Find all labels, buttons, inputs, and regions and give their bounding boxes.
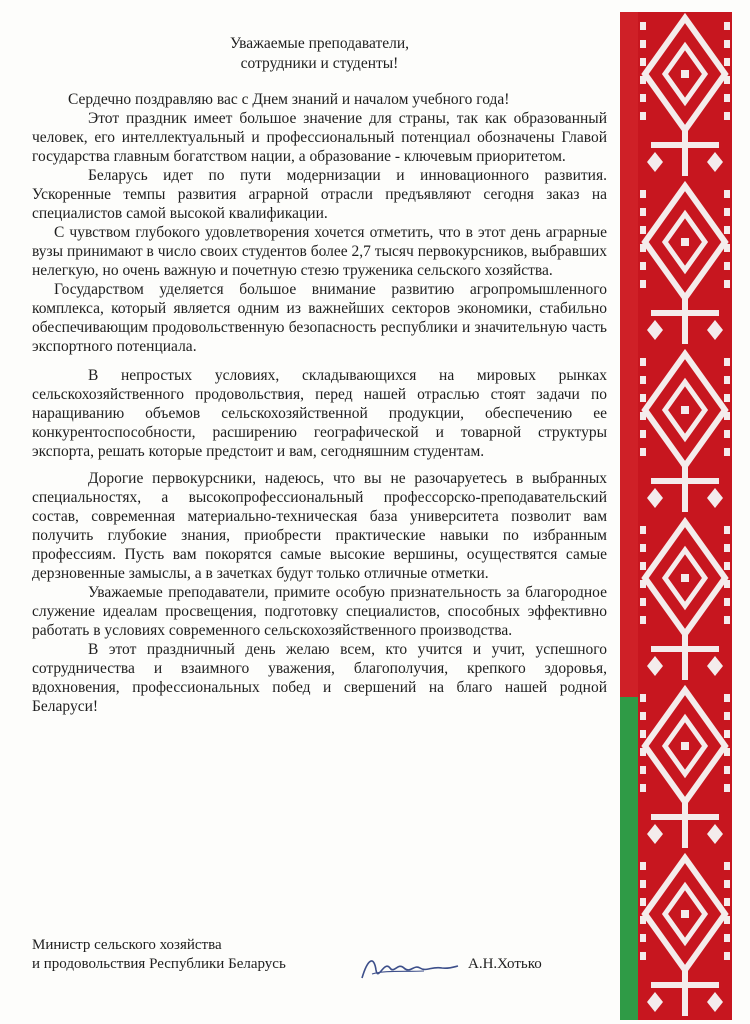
paragraph-6: В непростых условиях, складывающихся на мировых рынках сельскохозяйственного продовольствия, перед нашей отраслью стоят задачи по наращиванию объемов сельскохозяйственной продукции, обеспечению ее конкурентоспособности, расширению географической и товарной структуры экспорта, решать которые предстоит и вам, сегодняшним студентам. (32, 367, 607, 460)
ornament-edge-tick-left (640, 190, 646, 198)
belarusian-ornament-border (620, 12, 732, 1020)
ornament-edge-tick-left (640, 916, 646, 924)
signatory-title (32, 936, 286, 974)
ornament-side-diamond-left (647, 320, 663, 340)
ornament-edge-tick-left (640, 448, 646, 456)
ornament-edge-tick-left (640, 208, 646, 216)
ornament-pattern-graphic (638, 12, 732, 1020)
paragraph-8: Уважаемые преподаватели, примите особую признательность за благородное служение идеалам просвещения, подготовку специалистов, способных эффективно работать в условиях современного сельскохозяйственного производства. (32, 584, 607, 639)
ornament-edge-tick-left (640, 580, 646, 588)
ornament-side-diamond-right (707, 152, 723, 172)
ornament-edge-tick-left (640, 94, 646, 102)
ornament-edge-tick-right (724, 598, 730, 606)
ornament-edge-tick-right (724, 430, 730, 438)
ornament-edge-tick-right (724, 226, 730, 234)
ornament-center-dot (681, 574, 689, 582)
ornament-edge-tick-left (640, 412, 646, 420)
ornament-edge-tick-right (724, 616, 730, 624)
ornament-side-diamond-left (647, 824, 663, 844)
ornament-edge-tick-right (724, 244, 730, 252)
greeting-line-1: Уважаемые преподаватели, (229, 35, 410, 52)
ornament-edge-tick-left (640, 226, 646, 234)
ornament-edge-tick-right (724, 448, 730, 456)
ornament-edge-tick-left (640, 694, 646, 702)
ornament-edge-tick-right (724, 412, 730, 420)
ornament-center-dot (681, 238, 689, 246)
ornament-cross-stem (682, 130, 688, 176)
paragraph-9: В этот праздничный день желаю всем, кто учится и учит, успешного сотрудничества и взаимного уважения, благополучия, крепкого здоровья, вдохновения, профессиональных побед и свершений на благо нашей родной Беларуси! (32, 641, 607, 715)
ornament-edge-tick-right (724, 394, 730, 402)
ornament-edge-tick-left (640, 862, 646, 870)
ornament-edge-tick-right (724, 694, 730, 702)
ornament-edge-tick-left (640, 766, 646, 774)
ornament-edge-tick-right (724, 562, 730, 570)
ornament-edge-tick-right (724, 22, 730, 30)
ornament-pattern-band (638, 12, 732, 1020)
ornament-edge-tick-left (640, 952, 646, 960)
ornament-edge-tick-right (724, 898, 730, 906)
ornament-edge-tick-left (640, 280, 646, 288)
greeting-line-2: сотрудники и студенты! (240, 55, 399, 72)
paragraph-5: Государством уделяется большое внимание развитию агропромышленного комплекса, который является одним из важнейших секторов экономики, стабильно обеспечивающим продовольственную безопасность республики и значительную часть экспортного потенциала. (32, 281, 607, 355)
paragraph-2: Этот праздник имеет большое значение для страны, так как образованный человек, его интеллектуальный и профессиональный потенциал обозначены Главой государства главным богатством нации, а образование - ключевым приоритетом. (32, 110, 607, 165)
paragraph-1: Сердечно поздравляю вас с Днем знаний и началом учебного года! (68, 91, 510, 108)
greeting (32, 34, 607, 74)
ornament-edge-tick-right (724, 40, 730, 48)
ornament-edge-tick-left (640, 58, 646, 66)
ornament-edge-tick-right (724, 880, 730, 888)
ornament-side-diamond-right (707, 320, 723, 340)
ornament-edge-tick-left (640, 526, 646, 534)
ornament-edge-tick-right (724, 94, 730, 102)
ornament-edge-tick-left (640, 76, 646, 84)
paragraph-7: Дорогие первокурсники, надеюсь, что вы не разочаруетесь в выбранных специальностях, а высокопрофессиональный профессорско-преподавательский состав, современная материально-техническая база университета позволит вам получить глубокие знания, приобрести практические навыки по избранным профессиям. Пусть вам покорятся самые высокие вершины, осуществятся самые дерзновенные замыслы, а в зачетках будут только отличные отметки. (32, 470, 607, 582)
ornament-edge-tick-right (724, 862, 730, 870)
paragraph-3: Беларусь идет по пути модернизации и инновационного развития. Ускоренные темпы развития аграрной отрасли предъявляют сегодня заказ на специалистов самой высокой квалификации. (32, 167, 607, 222)
ornament-edge-tick-right (724, 748, 730, 756)
ornament-edge-tick-left (640, 262, 646, 270)
ornament-side-diamond-right (707, 992, 723, 1012)
ornament-edge-tick-left (640, 562, 646, 570)
ornament-edge-tick-right (724, 376, 730, 384)
ornament-cross-stem (682, 970, 688, 1016)
ornament-edge-tick-left (640, 712, 646, 720)
ornament-cross-stem (682, 634, 688, 680)
ornament-edge-tick-left (640, 112, 646, 120)
ornament-edge-tick-left (640, 784, 646, 792)
ornament-edge-tick-right (724, 934, 730, 942)
ornament-center-dot (681, 742, 689, 750)
ornament-edge-tick-left (640, 244, 646, 252)
ornament-cross-stem (682, 466, 688, 512)
ornament-edge-tick-left (640, 544, 646, 552)
ornament-edge-tick-right (724, 208, 730, 216)
ornament-edge-tick-right (724, 280, 730, 288)
ornament-edge-tick-right (724, 526, 730, 534)
paragraph-4: С чувством глубокого удовлетворения хочется отметить, что в этот день аграрные вузы принимают в число своих студентов более 2,7 тысяч первокурсников, выбравших нелегкую, но очень важную и почетную стезю труженика сельского хозяйства. (32, 224, 607, 279)
ornament-edge-tick-right (724, 784, 730, 792)
ornament-edge-tick-left (640, 598, 646, 606)
ornament-cross-stem (682, 802, 688, 848)
ornament-edge-tick-left (640, 358, 646, 366)
letter-body (32, 34, 607, 716)
ornament-edge-tick-right (724, 730, 730, 738)
ornament-edge-tick-left (640, 22, 646, 30)
signatory-title-line-2: и продовольствия Республики Беларусь (32, 956, 286, 972)
ornament-cross-stem (682, 298, 688, 344)
flag-green-stripe (620, 697, 638, 1020)
ornament-edge-tick-right (724, 544, 730, 552)
ornament-side-diamond-right (707, 656, 723, 676)
ornament-edge-tick-left (640, 616, 646, 624)
ornament-center-dot (681, 70, 689, 78)
ornament-side-diamond-left (647, 488, 663, 508)
ornament-side-diamond-right (707, 824, 723, 844)
ornament-center-dot (681, 910, 689, 918)
ornament-edge-tick-right (724, 112, 730, 120)
ornament-edge-tick-left (640, 880, 646, 888)
ornament-edge-tick-left (640, 898, 646, 906)
ornament-edge-tick-right (724, 358, 730, 366)
signatory-title-line-1: Министр сельского хозяйства (32, 937, 222, 953)
ornament-edge-tick-right (724, 916, 730, 924)
ornament-edge-tick-left (640, 394, 646, 402)
ornament-edge-tick-right (724, 766, 730, 774)
ornament-edge-tick-right (724, 58, 730, 66)
ornament-edge-tick-right (724, 76, 730, 84)
ornament-edge-tick-left (640, 730, 646, 738)
handwritten-signature (354, 948, 464, 988)
ornament-edge-tick-left (640, 376, 646, 384)
ornament-edge-tick-right (724, 952, 730, 960)
ornament-edge-tick-left (640, 40, 646, 48)
ornament-edge-tick-right (724, 262, 730, 270)
ornament-side-diamond-left (647, 152, 663, 172)
flag-red-stripe (620, 12, 638, 697)
ornament-edge-tick-left (640, 430, 646, 438)
ornament-edge-tick-left (640, 934, 646, 942)
signatory-name: А.Н.Хотько (468, 956, 542, 972)
signature-block (32, 936, 607, 986)
ornament-edge-tick-right (724, 580, 730, 588)
ornament-side-diamond-left (647, 656, 663, 676)
ornament-edge-tick-right (724, 190, 730, 198)
ornament-edge-tick-right (724, 712, 730, 720)
ornament-side-diamond-right (707, 488, 723, 508)
ornament-edge-tick-left (640, 748, 646, 756)
ornament-side-diamond-left (647, 992, 663, 1012)
ornament-center-dot (681, 406, 689, 414)
